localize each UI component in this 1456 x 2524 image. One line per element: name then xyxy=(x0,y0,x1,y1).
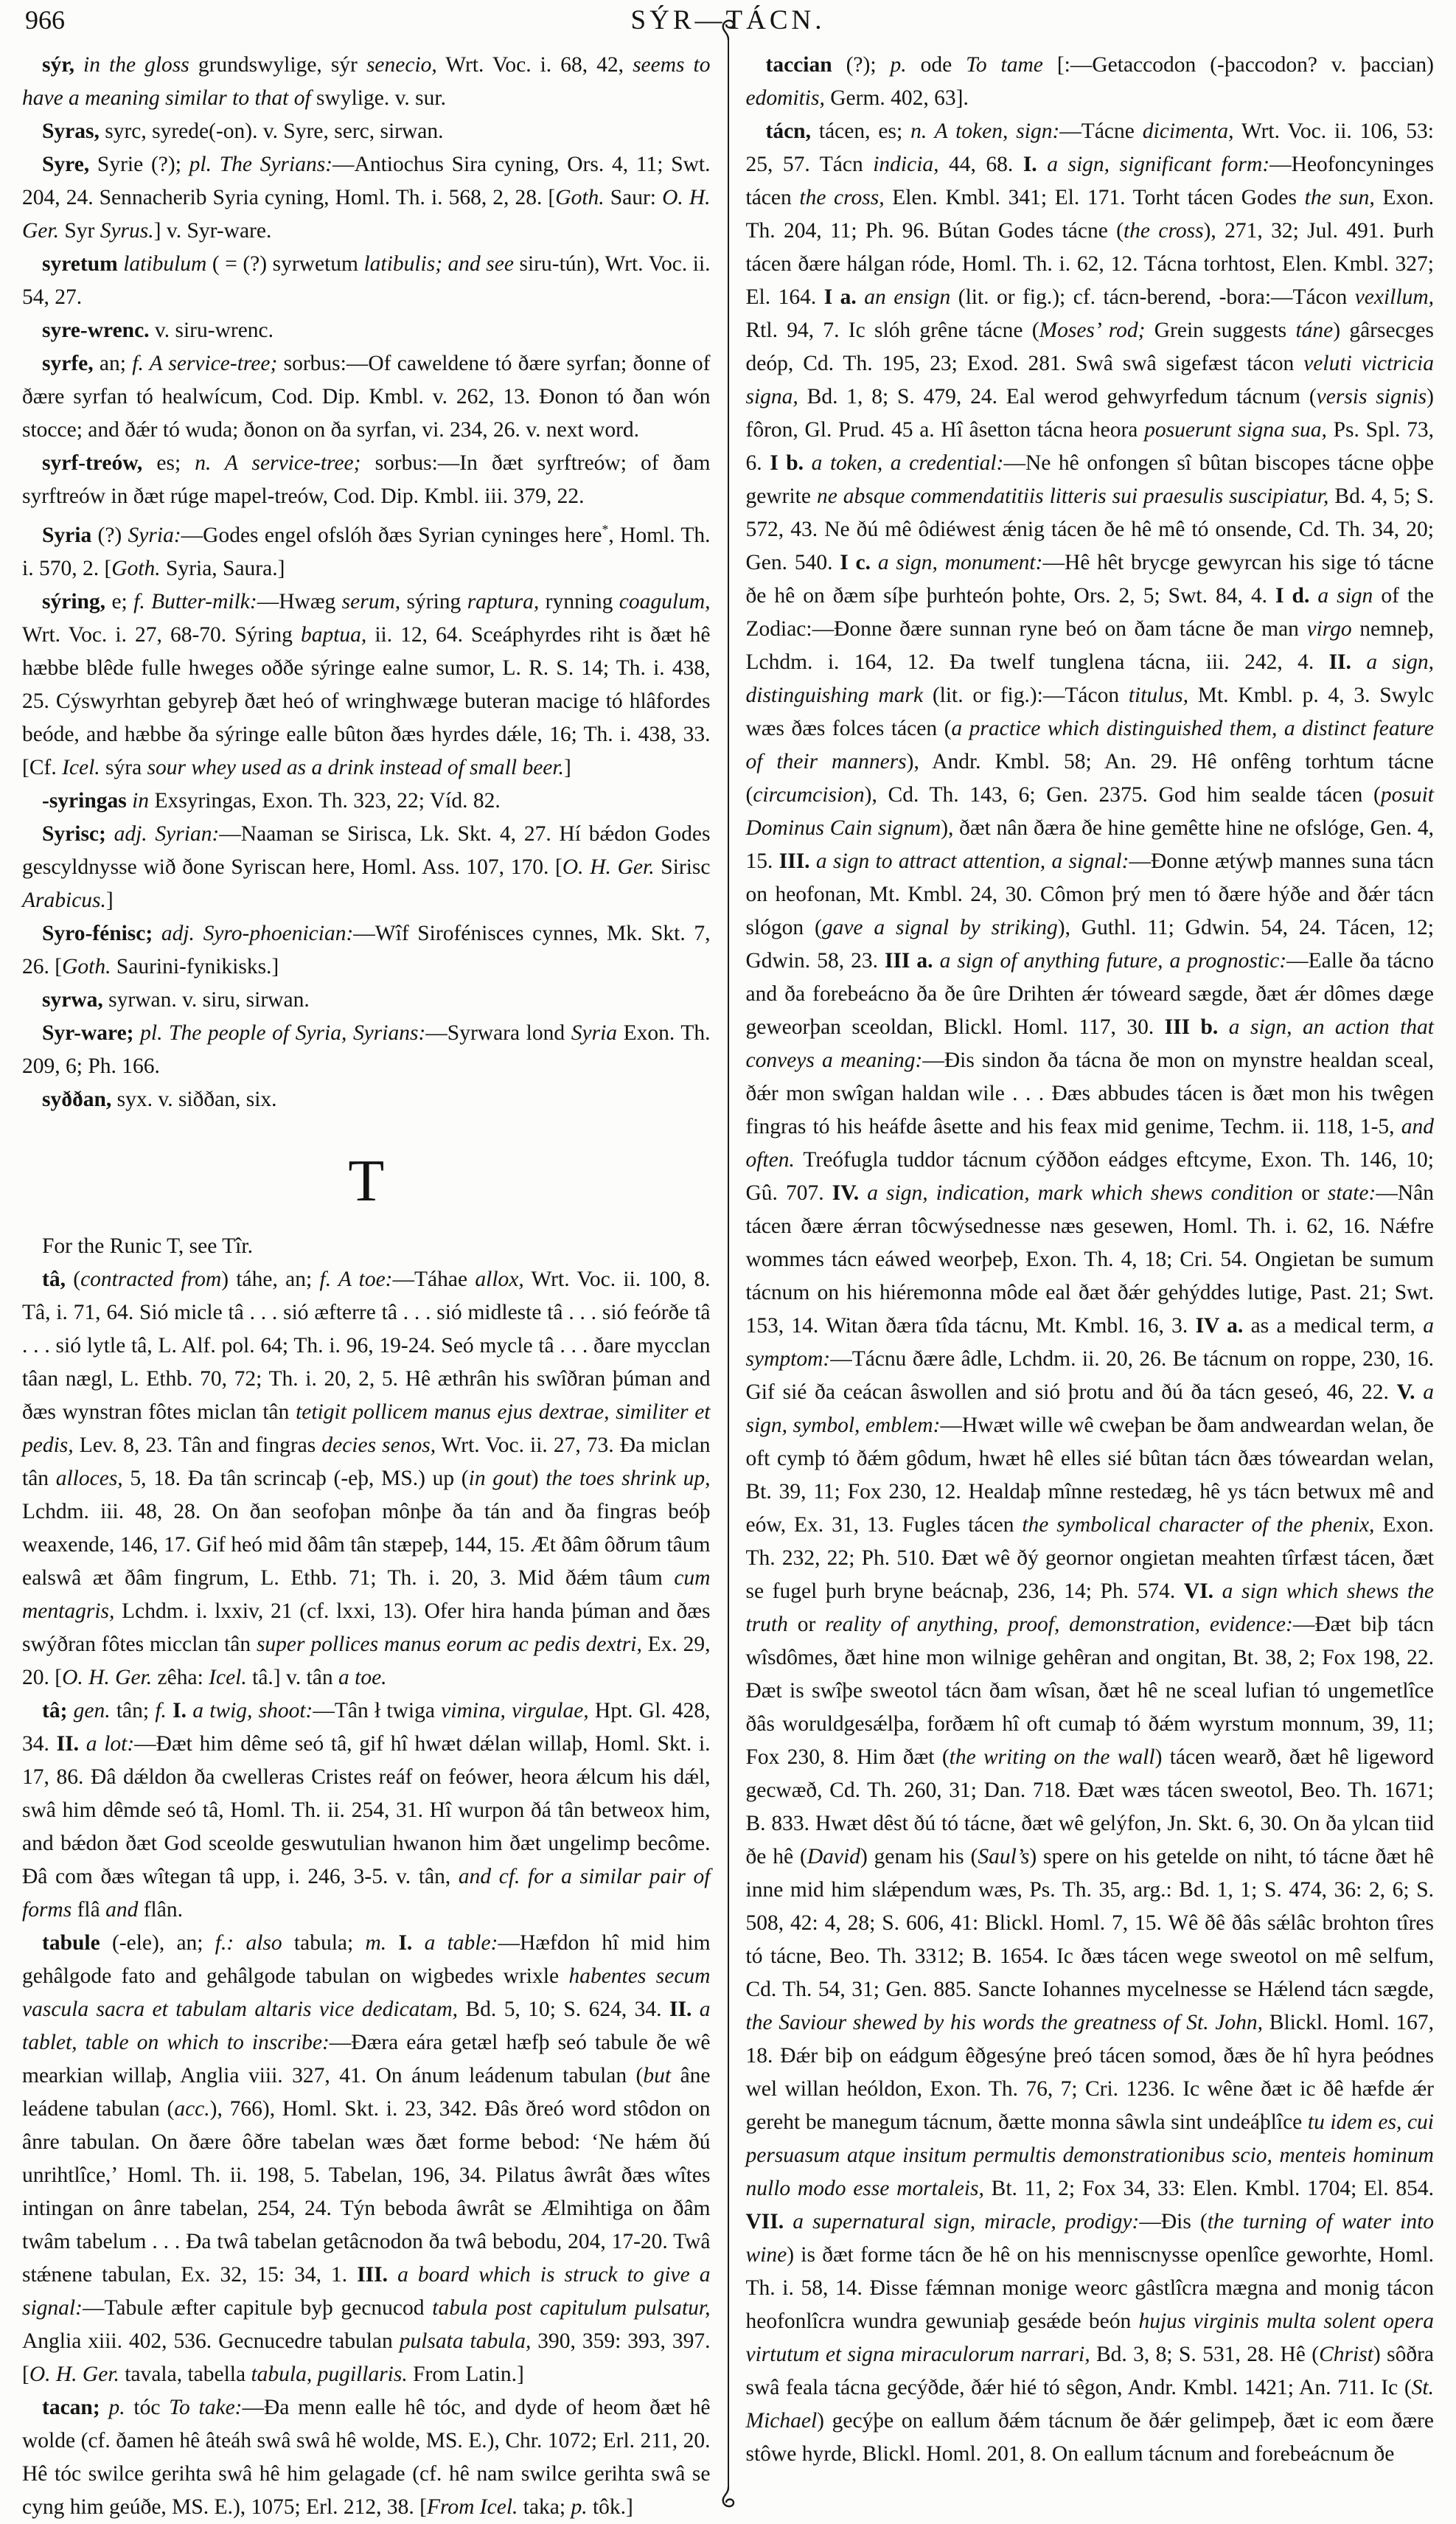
page-number: 966 xyxy=(25,5,65,35)
dictionary-entry: sýring, e; f. Butter-milk:—Hwæg serum, sýring raptura, rynning coagulum, Wrt. Voc. i. 27, 68-70. Sýring baptua, ii. 12, 64. Sceáphyrdes riht is ðæt hê hæbbe blêde fulle hweges oððe sýringe ealne sumor, L. R. S. 14; Th. i. 438, 25. Cýswyrhtan gebyreþ ðæt heó of wringhwæge buteran macige tó hlâfordes beóde, and hæbbe ða sýringe ealle bûton ðæs hyrdes dǽle, 16; Th. i. 438, 33. [Cf. Icel. sýra sour whey used as a drink instead of small beer.] xyxy=(22,589,711,779)
dictionary-entry: tâ, (contracted from) táhe, an; f. A toe:—Táhae allox, Wrt. Voc. ii. 100, 8. Tâ, i. 71, 64. Sió micle tâ . . . sió æfterre tâ . . . sió midleste tâ . . . sió feórðe tâ . . . sió lytle tâ, L. Alf. pol. 64; Th. i. 96, 19-24. Seó mycle tâ . . . ðare mycclan tâan nægl, L. Ethb. 70, 72; Th. i. 20, 2, 5. Hê æthrân his swîðran þúman and ðæs wynstran fôtes miclan tân tetigit pollicem manus ejus dextrae, similiter et pedis, Lev. 8, 23. Tân and fingras decies senos, Wrt. Voc. ii. 27, 73. Ða miclan tân alloces, 5, 18. Ða tân scrincaþ (-eþ, MS.) up (in gout) the toes shrink up, Lchdm. iii. 48, 28. On ðan seofoþan mônþe ða tán and ða fingras beóþ weaxende, 146, 17. Gif heó mid ðâm tân stæpeþ, 144, 15. Æt ðâm ôðrum tâum ealswâ æt ðâm fingrum, L. Ethb. 71; Th. i. 20, 3. Mid ðǽm tâum cum mentagris, Lchdm. i. lxxiv, 21 (cf. lxxi, 13). Ofer hira handa þúman and ðæs swýðran fôtes micclan tân super pollices manus eorum ac pedis dextri, Ex. 29, 20. [O. H. Ger. zêha: Icel. tâ.] v. tân a toe. xyxy=(22,1267,711,1689)
dictionary-entry: tabule (-ele), an; f.: also tabula; m. I. a table:—Hæfdon hî mid him gehâlgode fato and gehâlgode tabulan on wigbedes wrixle habentes secum vascula sacra et tabulam altaris vice dedicatam, Bd. 5, 10; S. 624, 34. II. a tablet, table on which to inscribe:—Ðæra eára getæl hæfþ seó tabule ðe wê mearkian willaþ, Anglia viii. 327, 41. On ánum leádenum tabulan (but âne leádene tabulan (acc.), 766), Homl. Skt. i. 23, 342. Ðâs ðreó word stôdon on ânre tabulan. On ðære ôðre tabelan wæs ðæt forme bebod: ʻNe hǽm ðú unrihtlîce,ʼ Homl. Th. ii. 198, 5. Tabelan, 196, 34. Pilatus âwrât ðæs wîtes intingan on ânre tabelan, 254, 24. Týn beboda âwrât se Ælmihtiga on ðâm twâm tabelum . . . Ða twâ tabelan getâcnodon ða twâ bebodu, 204, 17-20. Twâ stǽnene tabulan, Ex. 32, 15: 34, 1. III. a board which is struck to give a signal:—Tabule æfter capitule byþ gecnucod tabula post capitulum pulsatur, Anglia xiii. 402, 536. Gecnucedre tabulan pulsata tabula, 390, 359: 393, 397. [O. H. Ger. tavala, tabella tabula, pugillaris. From Latin.] xyxy=(22,1930,711,2386)
dictionary-entry: Syrisc; adj. Syrian:—Naaman se Sirisca, Lk. Skt. 4, 27. Hí bǽdon Godes gescyldnysse wið ðone Syriscan here, Homl. Ass. 107, 170. [O. H. Ger. Sirisc Arabicus.] xyxy=(22,821,711,912)
dictionary-entry: Syras, syrc, syrede(-on). v. Syre, serc, sirwan. xyxy=(42,119,444,143)
dictionary-entry: tacan; p. tóc To take:—Ða menn ealle hê tóc, and dyde of heom ðæt hê wolde (cf. ðamen hê âteáh swâ swâ hê wolde, MS. E.), Chr. 1072; Erl. 211, 20. Hê tóc swilce gerihta swâ hê him gelagade (cf. hê nam swilce gerihta swâ se cyng him geúðe, MS. E.), 1075; Erl. 212, 38. [From Icel. taka; p. tôk.] xyxy=(22,2395,711,2519)
left-column-entries-top xyxy=(22,49,711,1116)
dictionary-entry: Syro-fénisc; adj. Syro-phoenician:—Wîf Sirofénisces cynnes, Mk. Skt. 7, 26. [Goth. Saurini-fynikisks.] xyxy=(22,921,711,978)
left-column-entries-bottom xyxy=(22,1263,711,2524)
dictionary-entry: tácn, tácen, es; n. A token, sign:—Tácne dicimenta, Wrt. Voc. ii. 106, 53: 25, 57. Tácn indicia, 44, 68. I. a sign, significant form:—Heofoncyninges tácen the cross, Elen. Kmbl. 341; El. 171. Torht tácen Godes the sun, Exon. Th. 204, 11; Ph. 96. Bútan Godes tácne (the cross), 271, 32; Jul. 491. Þurh tácen ðære hálgan róde, Homl. Th. i. 62, 12. Tácna torhtost, Elen. Kmbl. 327; El. 164. I a. an ensign (lit. or fig.); cf. tácn-berend, -bora:—Tácon vexillum, Rtl. 94, 7. Ic slóh grêne tácne (Moses’ rod; Grein suggests táne) gârsecges deóp, Cd. Th. 195, 23; Exod. 281. Swâ swâ sigefæst tácon veluti victricia signa, Bd. 1, 8; S. 479, 24. Eal werod gehwyrfedum tácnum (versis signis) fôron, Gl. Prud. 45 a. Hî âsetton tácna heora posuerunt signa sua, Ps. Spl. 73, 6. I b. a token, a credential:—Ne hê onfongen sî bûtan biscopes tácne oþþe gewrite ne absque commendatitiis litteris sui praesulis suscipiatur, Bd. 4, 5; S. 572, 43. Ne ðú mê ôdiéwest ǽnig tácen ðe hê mê tó onsende, Cd. Th. 34, 20; Gen. 540. I c. a sign, monument:—Hê hêt brycge gewyrcan his sige tó tácne ðe hê on ðæm síþe þurhteón þohte, Ors. 2, 5; Swt. 84, 4. I d. a sign of the Zodiac:—Ðonne ðære sunnan ryne beó on ðam tácne ðe man virgo nemneþ, Lchdm. i. 164, 12. Ða twelf tunglena tácna, iii. 242, 4. II. a sign, distinguishing mark (lit. or fig.):—Tácon titulus, Mt. Kmbl. p. 4, 3. Swylc wæs ðæs folces tácen (a practice which distinguished them, a distinct feature of their manners), Andr. Kmbl. 58; An. 29. Hê onfêng torhtum tácne (circumcision), Cd. Th. 143, 6; Gen. 2375. God him sealde tácen (posuit Dominus Cain signum), ðæt nân ðæra ðe hine gemêtte hine ne ofslóge, Gen. 4, 15. III. a sign to attract attention, a signal:—Ðonne ætýwþ mannes suna tácn on heofonan, Mt. Kmbl. 24, 30. Cômon þrý men tó ðære hýðe and ðǽr tácn slógon (gave a signal by striking), Guthl. 11; Gdwin. 54, 24. Tácen, 12; Gdwin. 58, 23. III a. a sign of anything future, a prognostic:—Ealle ða tácno and ða forebeácno ða ðe ûre Drihten ǽr tóweard sægde, ðæt ǽr dômes dæge geweorþan sceoldan, Blickl. Homl. 117, 30. III b. a sign, an action that conveys a meaning:—Ðis sindon ða tácna ðe mon on mynstre healdan sceal, ðǽr mon swîgan haldan wile . . . Ðæs abbudes tácen is ðæt mon his twêgen fingras tó his heáfde âsette and his feax mid genime, Techm. ii. 118, 1-5, and often. Treófugla tuddor tácnum cýððon eádges eftcyme, Exon. Th. 146, 10; Gû. 707. IV. a sign, indication, mark which shews condition or state:—Nân tácen ðære ǽrran tôcwýsednesse næs gesewen, Homl. Th. i. 62, 16. Nǽfre wommes tácn eáwed weorþeþ, Exon. Th. 4, 18; Cri. 54. Ongietan be sumum tácnum on his hiéremonna môde eal ðæt ðǽr gehýddes lutige, Past. 21; Swt. 153, 14. Witan ðæra tîda tácnu, Mt. Kmbl. 16, 3. IV a. as a medical term, a symptom:—Tácnu ðære âdle, Lchdm. ii. 20, 26. Be tácnum on roppe, 230, 16. Gif sié ða ceácan âswollen and sió þrotu and ðú ða tácn geseó, 46, 22. V. a sign, symbol, emblem:—Hwæt wille wê cweþan be ðam andweardan welan, ðe oft cymþ tó ðǽm gôdum, hwæt hê elles sié bûtan tácn ðæs tóweardan welan, Bt. 39, 11; Fox 230, 12. Healdaþ mînne restedæg, hê ys tácn betwux mê and eów, Ex. 31, 13. Fugles tácen the symbolical character of the phenix, Exon. Th. 232, 22; Ph. 510. Ðæt wê ðý geornor ongietan meahten tîrfæst tácen, ðæt se fugel þurh bryne beácnaþ, 236, 14; Ph. 574. VI. a sign which shews the truth or reality of anything, proof, demonstration, evidence:—Ðæt biþ tácn wîsdômes, ðæt hine mon wilnige gehêran and ongitan, Bt. 38, 2; Fox 198, 22. Ðæt is swîþe sweotol tácn ðam wîsan, ðæt hê ne sceal lufian tó ungemetlîce ðâs woruldgesǽlþa, forðæm hî oft cumaþ tó ðǽm wyrstum monnum, 39, 11; Fox 230, 8. Him ðæt (the writing on the wall) tácen wearð, ðæt hê ligeword gecwæð, Cd. Th. 260, 31; Dan. 718. Ðæt wæs tácen sweotol, Beo. Th. 1671; B. 833. Hwæt dêst ðú tó tácne, ðæt wê gelýfon, Jn. Skt. 6, 30. On ða ylcan tiid ðe hê (David) genam his (Saul’s) spere on his getelde on niht, tó tácne ðæt hê inne mid him slǽpendum wæs, Ps. Th. 35, arg.: Bd. 1, 1; S. 474, 36: 2, 6; S. 508, 42: 4, 28; S. 606, 41: Blickl. Homl. 7, 15. Wê ðê ðâs sǽlâc brohton tîres tó tácne, Beo. Th. 3312; B. 1654. Ic ðæs tácen wege sweotol on mê selfum, Cd. Th. 54, 31; Gen. 885. Sancte Iohannes mycelnesse se Hǽlend tácn sægde, the Saviour shewed by his words the greatness of St. John, Blickl. Homl. 167, 18. Ðǽr biþ on eádgum êðgesýne þreó tácen somod, ðæs ðe hî hyra þeódnes wel willan heóldon, Exon. Th. 76, 7; Cri. 1236. Ic wêne ðæt ic ðê hæfde ǽr gereht be manegum tácnum, ðætte monna sâwla sint undeáþlîce tu idem es, cui persuasum atque insitum permultis demonstrationibus scio, menteis hominum nullo modo esse mortaleis, Bt. 11, 2; Fox 34, 33: Elen. Kmbl. 1704; El. 854. VII. a supernatural sign, miracle, prodigy:—Ðis (the turning of water into wine) is ðæt forme tácn ðe hê on his menniscnysse openlîce geworhte, Homl. Th. i. 58, 14. Ðisse fǽmnan monige weorc gâstlîcra mægna and monig tácon heofonlîcra wundra gewuniaþ gesǽde beón hujus virginis multa solent opera virtutum et signa miraculorum narrari, Bd. 3, 8; S. 531, 28. Hê (Christ) sôðra swâ feala tácna gecýðde, ðǽr hié tó sêgon, Andr. Kmbl. 1421; An. 711. Ic (St. Michael) gecýþe on eallum ðǽm tácnum ðe ðǽr gelimpeþ, ðæt ic eom ðære stôwe hyrde, Blickl. Homl. 201, 8. On eallum tácnum and forebeácnum ðe xyxy=(745,119,1435,2466)
dictionary-entry: syre-wrenc. v. siru-wrenc. xyxy=(42,319,274,342)
dictionary-entry: syrfe, an; f. A service-tree; sorbus:—Of caweldene tó ðære syrfan; ðonne of ðære syrfan tó healwícum, Cod. Dip. Kmbl. v. 262, 13. Ðonon tó ðan wón stocce; and ðǽr tó wuda; ðonon on ða syrfan, vi. 234, 26. v. next word. xyxy=(22,352,711,442)
dictionary-entry: Syre, Syrie (?); pl. The Syrians:—Antiochus Sira cyning, Ors. 4, 11; Swt. 204, 24. Sennacherib Syria cyning, Homl. Th. i. 568, 2, 28. [Goth. Saur: O. H. Ger. Syr Syrus.] v. Syr-ware. xyxy=(22,153,711,243)
right-column-entries xyxy=(746,49,1435,2471)
dictionary-entry: syrwa, syrwan. v. siru, sirwan. xyxy=(42,987,310,1012)
section-letter-T: T xyxy=(348,1148,385,1214)
dictionary-entry: tâ; gen. tân; f. I. a twig, shoot:—Tân ł twiga vimina, virgulae, Hpt. Gl. 428, 34. II. a lot:—Ðæt him dême seó tâ, gif hî hwæt dǽlan willaþ, Homl. Skt. i. 17, 86. Ðâ dǽldon ða cwelleras Cristes reáf on feówer, heora ǽlcum his dǽl, swâ him dêmde seó tâ, Homl. Th. ii. 254, 31. Hî wurpon ðá tân betweox him, and bǽdon ðæt God sceolde geswutulian hwanon him ðæt ungelimp becôme. Ðâ com ðæs wîtegan tâ upp, i. 246, 3-5. v. tân, and cf. for a similar pair of forms flâ and flân. xyxy=(22,1698,711,1922)
runic-t-note: For the Runic T, see Tîr. xyxy=(42,1234,253,1258)
dictionary-entry: -syringas in Exsyringas, Exon. Th. 323, 22; Víd. 82. xyxy=(42,788,501,813)
text-columns xyxy=(22,49,1434,2524)
page-title: SÝR—TÁCN. xyxy=(630,5,826,35)
dictionary-entry: syrf-treów, es; n. A service-tree; sorbus:—In ðæt syrftreów; of ðam syrftreów in ðæt rúge mapel-treów, Cod. Dip. Kmbl. iii. 379, 22. xyxy=(22,451,711,508)
dictionary-entry: Syria (?) Syria:—Godes engel ofslóh ðæs Syrian cyninges here*, Homl. Th. i. 570, 2. [Goth. Syria, Saura.] xyxy=(22,522,711,580)
left-column xyxy=(22,49,711,2524)
dictionary-entry: syððan, syx. v. siððan, six. xyxy=(42,1087,277,1111)
dictionary-entry: sýr, in the gloss grundswylige, sýr senecio, Wrt. Voc. i. 68, 42, seems to have a meaning similar to that of swylige. v. sur. xyxy=(22,53,711,110)
divider-scroll-bottom-icon xyxy=(719,2487,738,2509)
dictionary-entry: Syr-ware; pl. The people of Syria, Syrians:—Syrwara lond Syria Exon. Th. 209, 6; Ph. 166. xyxy=(22,1021,711,1078)
right-column xyxy=(746,49,1435,2471)
divider-scroll-top-icon xyxy=(719,18,738,40)
column-divider-rule xyxy=(728,37,729,2490)
dictionary-entry: syretum latibulum ( = (?) syrwetum latibulis; and see siru-tún), Wrt. Voc. ii. 54, 27. xyxy=(22,252,711,309)
dictionary-entry: taccian (?); p. ode To tame [:—Getaccodon (-þaccodon? v. þaccian) edomitis, Germ. 402, 63]. xyxy=(745,53,1434,110)
